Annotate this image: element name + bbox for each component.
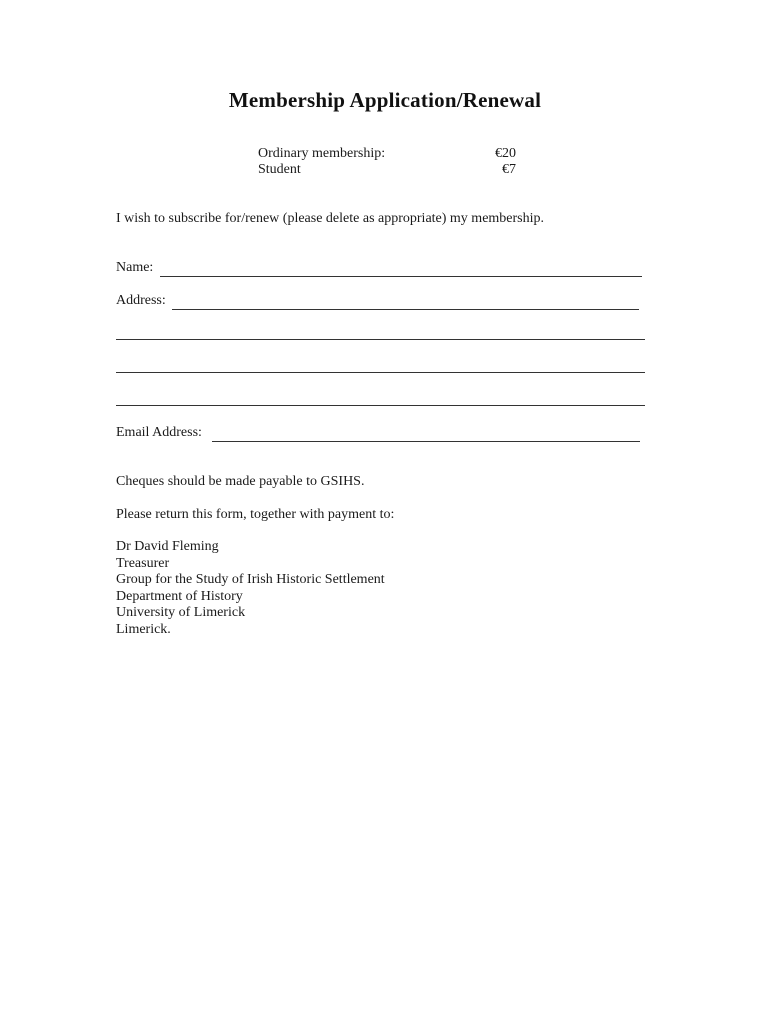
fee-label: Ordinary membership: xyxy=(258,146,386,161)
email-label: Email Address: xyxy=(116,425,202,440)
email-input[interactable] xyxy=(212,425,640,442)
address-line-4-input[interactable] xyxy=(116,389,645,406)
address-label: Address: xyxy=(116,293,166,308)
fee-amount: €20 xyxy=(495,146,516,161)
address-line-2-input[interactable] xyxy=(116,323,645,340)
address-line: Group for the Study of Irish Historic Settlement xyxy=(116,572,385,587)
subscribe-statement: I wish to subscribe for/renew (please delete as appropriate) my membership. xyxy=(116,211,545,226)
address-line: University of Limerick xyxy=(116,605,246,620)
fee-amount: €7 xyxy=(502,162,516,177)
address-line: Dr David Fleming xyxy=(116,539,219,554)
name-label: Name: xyxy=(116,260,154,275)
address-input[interactable] xyxy=(172,293,639,310)
name-input[interactable] xyxy=(160,260,642,277)
page-title: Membership Application/Renewal xyxy=(228,88,542,112)
address-line-3-input[interactable] xyxy=(116,356,645,373)
fee-label: Student xyxy=(258,162,301,177)
address-line: Treasurer xyxy=(116,555,170,571)
address-line: Limerick. xyxy=(116,621,171,637)
payment-note: Cheques should be made payable to GSIHS. xyxy=(116,474,365,489)
return-address xyxy=(116,539,385,638)
return-note: Please return this form, together with payment to: xyxy=(116,507,395,522)
address-line: Department of History xyxy=(116,588,243,604)
